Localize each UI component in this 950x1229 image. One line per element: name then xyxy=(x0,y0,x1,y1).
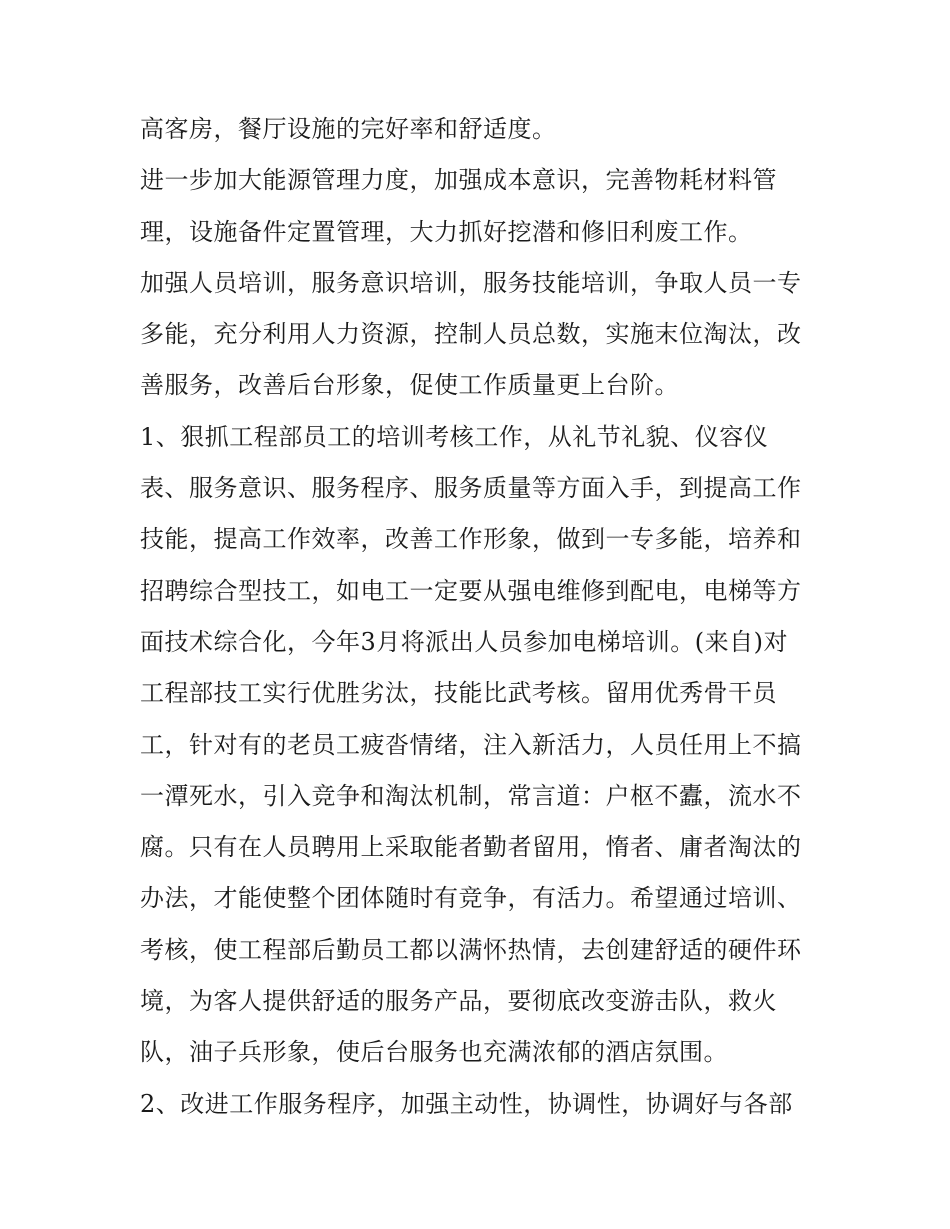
text-line: 加强人员培训，服务意识培训，服务技能培训，争取人员一专 xyxy=(140,268,802,297)
text-line: 表、服务意识、服务程序、服务质量等方面入手，到提高工作 xyxy=(140,474,802,503)
text-line: 进一步加大能源管理力度，加强成本意识，完善物耗材料管 xyxy=(140,166,777,195)
text-line: 一潭死水，引入竞争和淘汰机制，常言道：户枢不蠹，流水不 xyxy=(140,781,802,810)
text-line: 考核，使工程部后勤员工都以满怀热情，去创建舒适的硬件环 xyxy=(140,935,802,964)
text-line: 腐。只有在人员聘用上采取能者勤者留用，惰者、庸者淘汰的 xyxy=(140,833,802,862)
text-line: 境，为客人提供舒适的服务产品，要彻底改变游击队，救火 xyxy=(140,987,777,1016)
text-line: 高客房，餐厅设施的完好率和舒适度。 xyxy=(140,115,557,143)
text-line: 办法，才能使整个团体随时有竞争，有活力。希望通过培训、 xyxy=(140,884,802,913)
text-line: 2、改进工作服务程序，加强主动性，协调性，协调好与各部 xyxy=(140,1089,793,1118)
text-line: 理，设施备件定置管理，大力抓好挖潜和修旧利废工作。 xyxy=(140,217,753,246)
text-line: 面技术综合化，今年3月将派出人员参加电梯培训。(来自)对 xyxy=(140,627,788,656)
text-line: 队，油子兵形象，使后台服务也充满浓郁的酒店氛围。 xyxy=(140,1038,728,1067)
text-line: 招聘综合型技工，如电工一定要从强电维修到配电，电梯等方 xyxy=(140,576,802,605)
text-line: 善服务，改善后台形象，促使工作质量更上台阶。 xyxy=(140,371,679,400)
text-line: 1、狠抓工程部员工的培训考核工作，从礼节礼貌、仪容仪 xyxy=(140,422,769,451)
text-line: 多能，充分利用人力资源，控制人员总数，实施末位淘汰，改 xyxy=(140,320,802,349)
text-line: 技能，提高工作效率，改善工作形象，做到一专多能，培养和 xyxy=(140,525,802,554)
text-line: 工程部技工实行优胜劣汰，技能比武考核。留用优秀骨干员 xyxy=(140,679,777,708)
text-line: 工，针对有的老员工疲沓情绪，注入新活力，人员任用上不搞 xyxy=(140,730,802,759)
document-body xyxy=(140,104,820,1130)
